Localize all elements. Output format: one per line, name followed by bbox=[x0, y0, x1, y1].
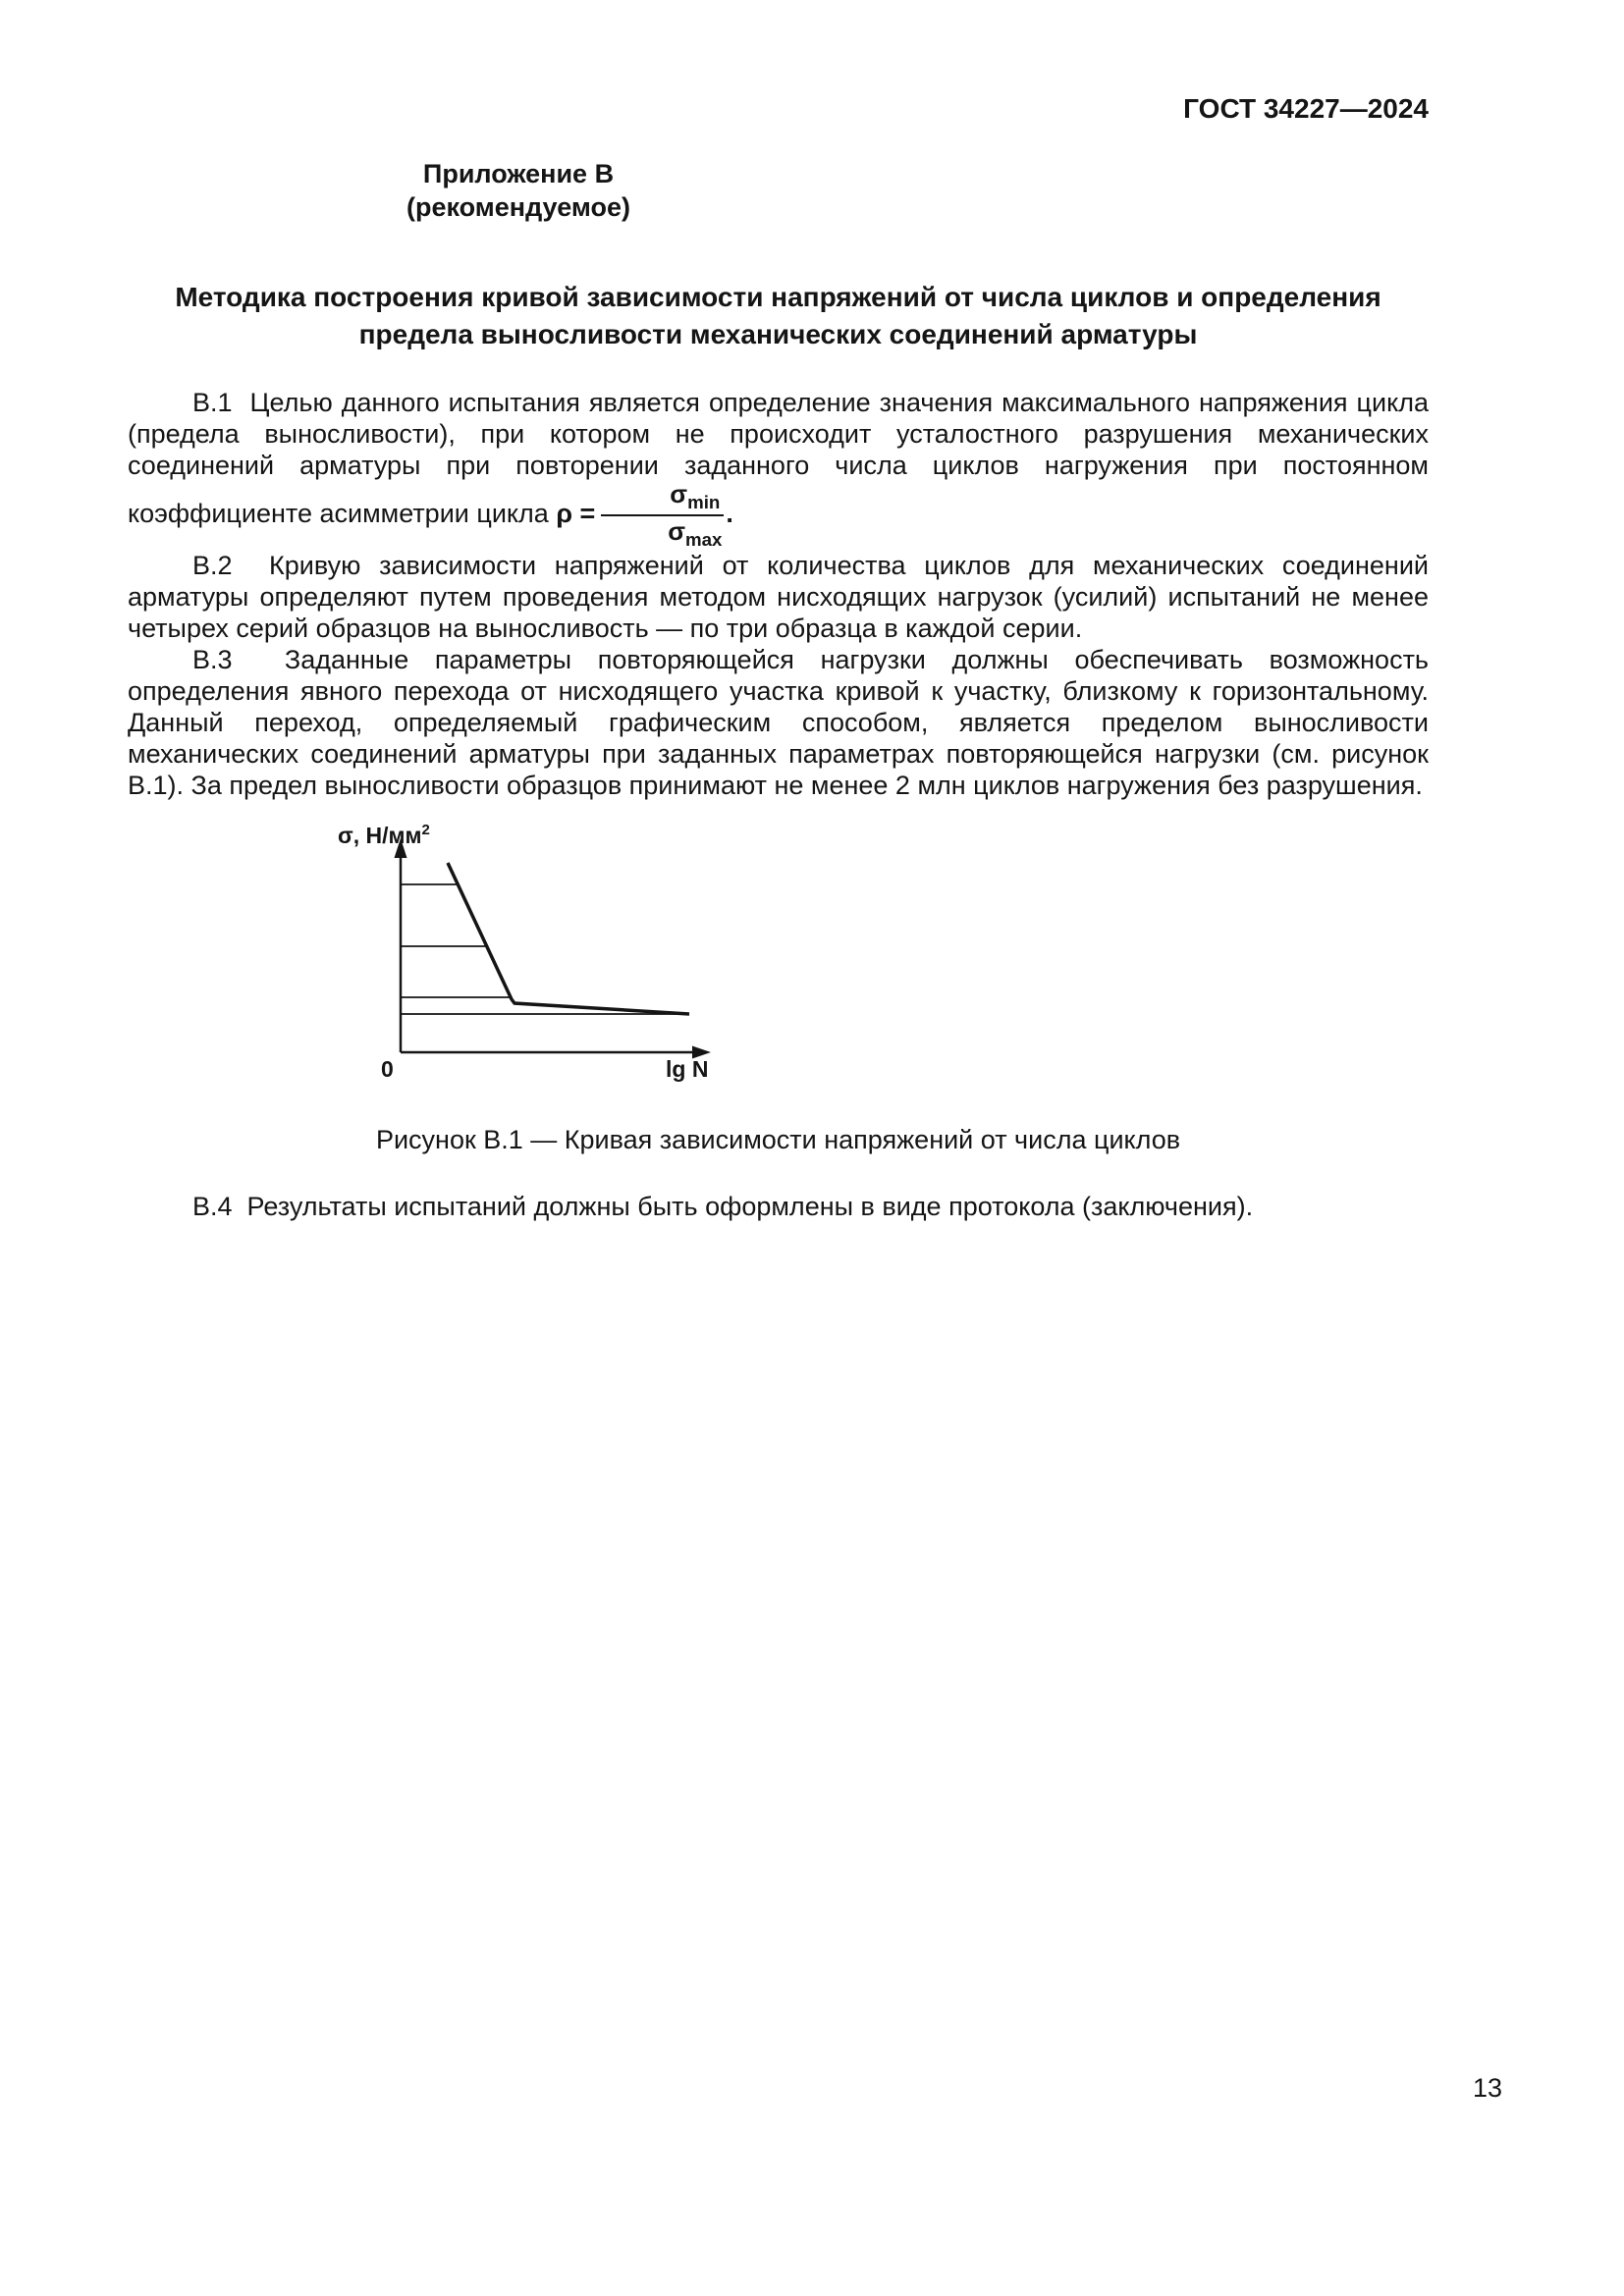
endurance-curve bbox=[448, 863, 689, 1014]
x-axis-label: lg N bbox=[666, 1055, 709, 1082]
origin-label: 0 bbox=[381, 1055, 394, 1082]
formula-lhs: ρ = bbox=[556, 498, 596, 528]
formula-asymmetry-ratio bbox=[556, 479, 733, 551]
appendix-block bbox=[128, 157, 909, 224]
standard-number: ГОСТ 34227—2024 bbox=[1183, 93, 1429, 124]
page-number: 13 bbox=[1472, 2073, 1502, 2103]
formula-numerator: $\sigma_{min}$ bbox=[601, 481, 724, 516]
figure-b1 bbox=[324, 819, 1429, 1098]
endurance-curve-chart bbox=[324, 819, 717, 1094]
formula-fraction bbox=[601, 481, 724, 550]
paragraph-b3: В.3 Заданные параметры повторяющейся нагрузки должны обеспечивать возможность определения явного перехода от нисходящего участка кривой к участку, близкому к горизонтальному. Данный переход, определяемый графическим способом, является пределом выносливости механических соединений арматуры при заданных параметрах повторяющейся нагрузки (см. рисунок В.1). За предел выносливости образцов принимают не менее 2 млн циклов нагружения без разрушения. bbox=[128, 644, 1429, 800]
paragraph-b1 bbox=[128, 387, 1429, 550]
appendix-label: Приложение В bbox=[422, 159, 615, 188]
figure-caption: Рисунок В.1 — Кривая зависимости напряжений от числа циклов bbox=[375, 1124, 1181, 1154]
y-axis-label: σ, $Н/мм^2$ bbox=[338, 821, 430, 848]
paragraph-b1-text: В.1 Целью данного испытания является определение значения максимального напряжения цикла (предела выносливости), при котором не происходит усталостного разрушения механических соединений арматуры при повторении заданного числа циклов нагружения при постоянном коэффициенте асимметрии цикла bbox=[128, 388, 1429, 528]
appendix-type: (рекомендуемое) bbox=[406, 192, 630, 222]
document-header bbox=[128, 94, 1429, 124]
formula-denominator: $\sigma_{max}$ bbox=[668, 515, 723, 551]
paragraph-b4: В.4 Результаты испытаний должны быть оформлены в виде протокола (заключения). bbox=[192, 1191, 1254, 1221]
page-content bbox=[128, 0, 1429, 1222]
section-title: Методика построения кривой зависимости напряжений от числа циклов и определения предела выносливости механических соединений арматуры bbox=[175, 282, 1381, 349]
formula-period: . bbox=[726, 498, 733, 528]
paragraph-b2: В.2 Кривую зависимости напряжений от количества циклов для механических соединений арматуры определяют путем проведения методом нисходящих нагрузок (усилий) испытаний не менее четырех серий образцов на выносливость — по три образца в каждой серии. bbox=[128, 550, 1429, 643]
